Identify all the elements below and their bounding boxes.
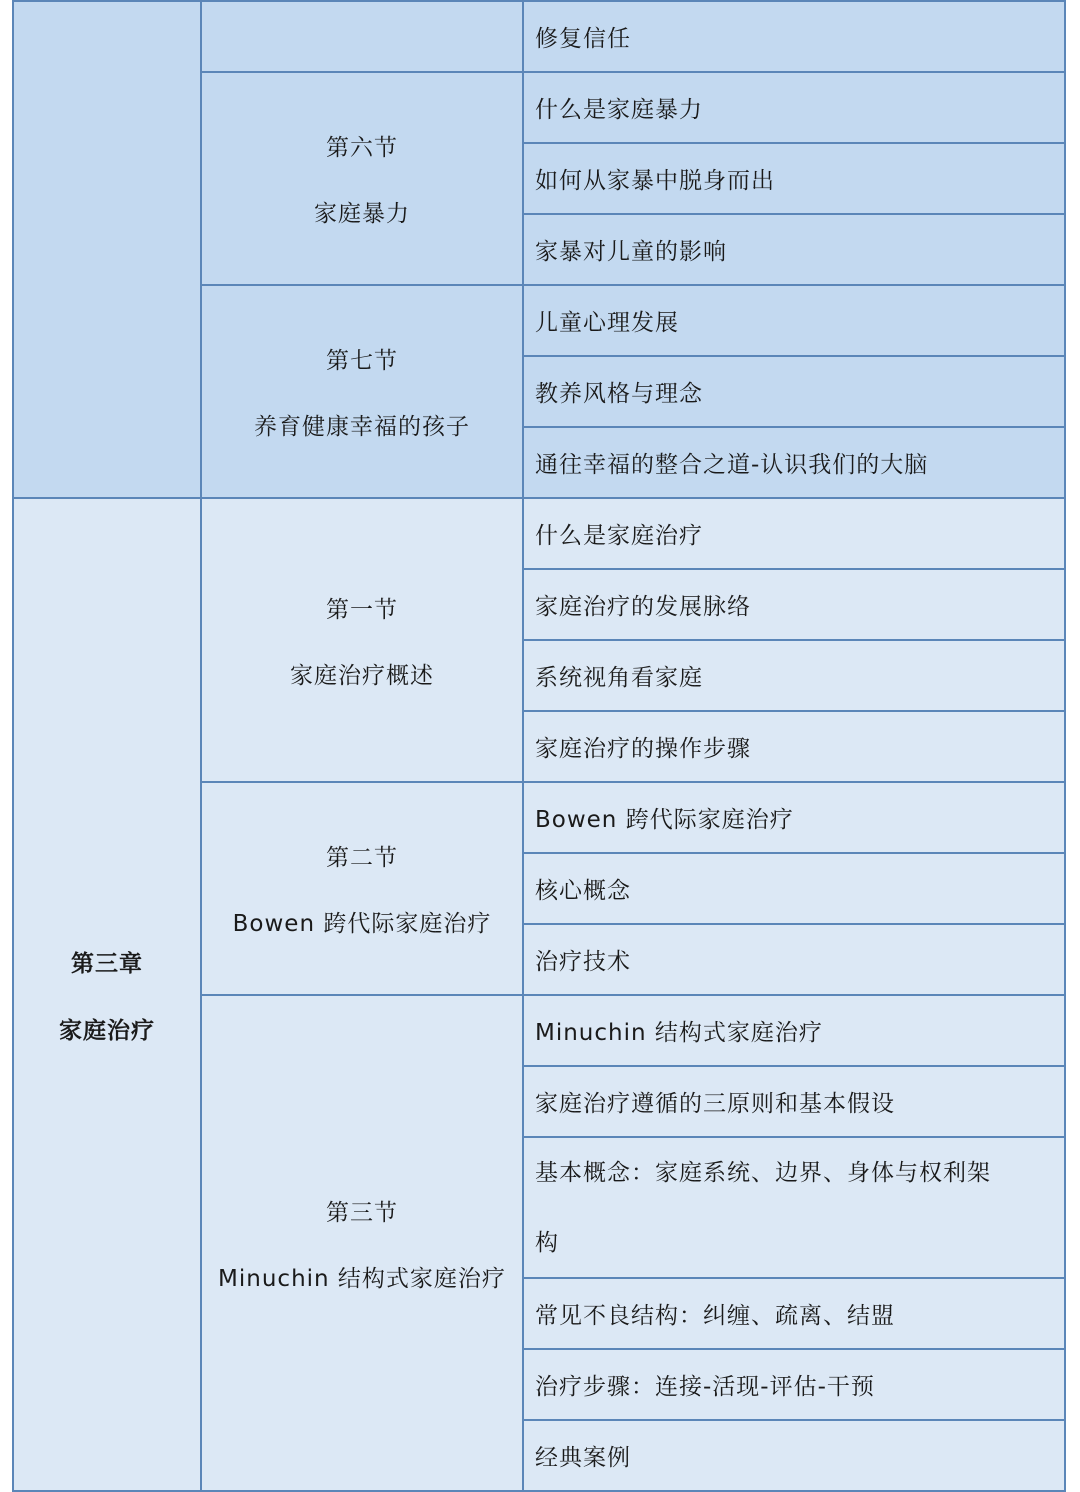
section-cell-6	[201, 72, 523, 285]
section-cell-2	[201, 782, 523, 995]
section-title: Minuchin 结构式家庭治疗	[218, 1265, 506, 1292]
topic-cell: 修复信任	[523, 1, 1065, 72]
section-title: 养育健康幸福的孩子	[254, 414, 470, 440]
topic-cell: 什么是家庭治疗	[523, 498, 1065, 569]
topic-line: 基本概念：家庭系统、边界、身体与权利架	[535, 1160, 991, 1186]
section-number: 第一节	[326, 596, 398, 623]
section-title: 家庭治疗概述	[290, 662, 434, 689]
chapter-cell-3	[13, 498, 201, 1491]
topic-cell: 经典案例	[523, 1420, 1065, 1491]
topic-cell: 儿童心理发展	[523, 285, 1065, 356]
topic-cell: 常见不良结构：纠缠、疏离、结盟	[523, 1278, 1065, 1349]
topic-cell: Bowen 跨代际家庭治疗	[523, 782, 1065, 853]
topic-cell: 家暴对儿童的影响	[523, 214, 1065, 285]
section-title: 家庭暴力	[314, 201, 410, 227]
topic-cell: Minuchin 结构式家庭治疗	[523, 995, 1065, 1066]
section-number: 第三节	[326, 1199, 398, 1226]
section-cell-3	[201, 995, 523, 1491]
chapter-cell-continued	[13, 1, 201, 498]
topic-cell: 治疗技术	[523, 924, 1065, 995]
chapter-number: 第三章	[71, 950, 143, 977]
section-cell-1	[201, 498, 523, 782]
table-row	[13, 1, 1065, 72]
topic-cell: 通往幸福的整合之道-认识我们的大脑	[523, 427, 1065, 498]
topic-cell: 如何从家暴中脱身而出	[523, 143, 1065, 214]
topic-line: 构	[535, 1230, 559, 1256]
syllabus-table	[12, 0, 1066, 1492]
section-title: Bowen 跨代际家庭治疗	[232, 911, 492, 937]
section-number: 第七节	[326, 348, 398, 374]
topic-cell: 家庭治疗遵循的三原则和基本假设	[523, 1066, 1065, 1137]
topic-cell	[523, 1137, 1065, 1278]
topic-cell: 家庭治疗的发展脉络	[523, 569, 1065, 640]
topic-cell: 系统视角看家庭	[523, 640, 1065, 711]
chapter-title: 家庭治疗	[59, 1017, 155, 1044]
topic-cell: 治疗步骤：连接-活现-评估-干预	[523, 1349, 1065, 1420]
topic-cell: 什么是家庭暴力	[523, 72, 1065, 143]
section-number: 第六节	[326, 135, 398, 161]
topic-cell: 教养风格与理念	[523, 356, 1065, 427]
table-row	[13, 498, 1065, 569]
topic-cell: 核心概念	[523, 853, 1065, 924]
section-cell-7	[201, 285, 523, 498]
topic-cell: 家庭治疗的操作步骤	[523, 711, 1065, 782]
section-number: 第二节	[326, 845, 398, 871]
section-cell-continued	[201, 1, 523, 72]
